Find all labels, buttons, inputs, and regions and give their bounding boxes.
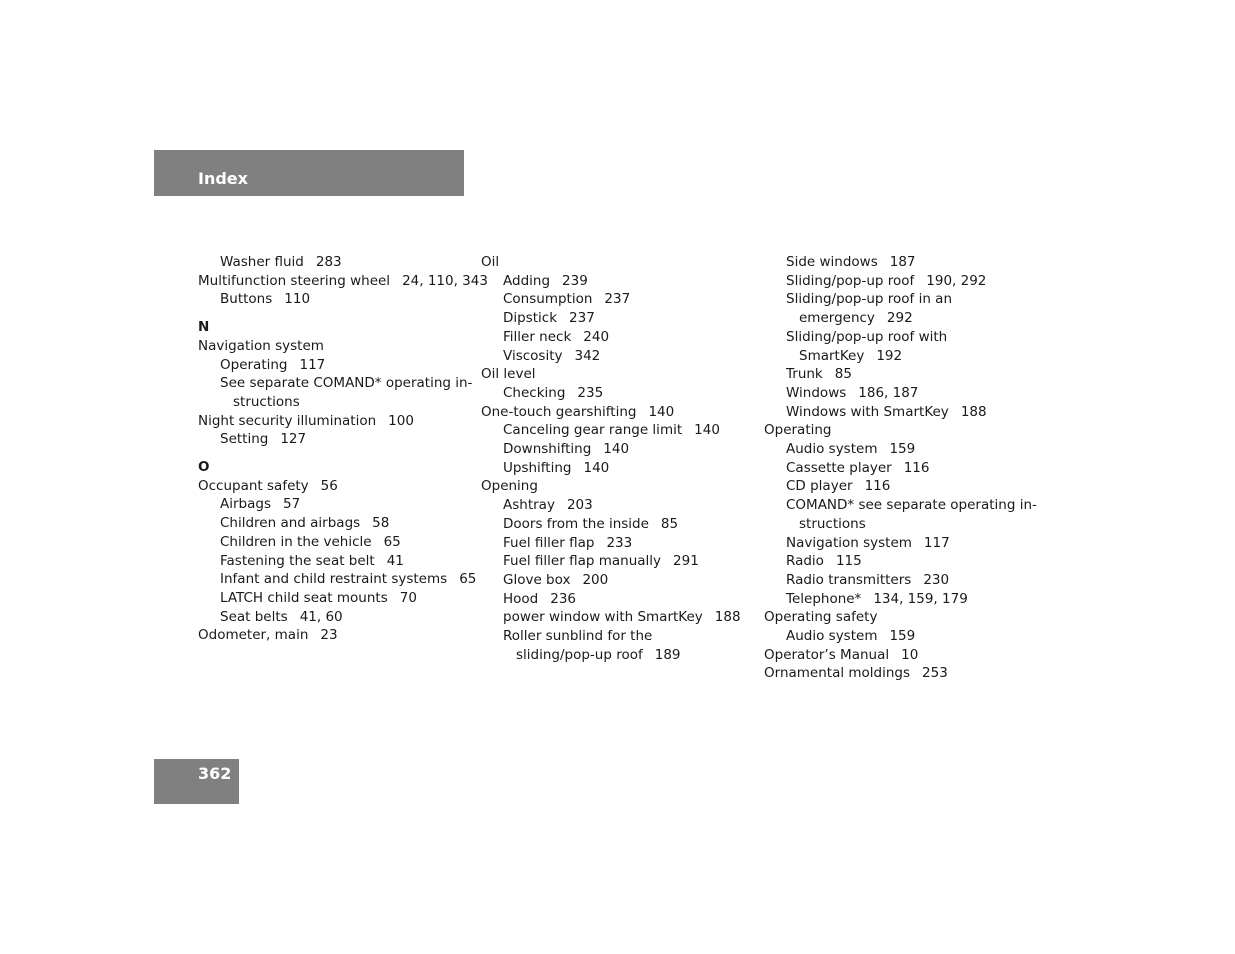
index-section-letter: O: [198, 459, 210, 476]
index-entry: [481, 646, 751, 665]
index-term: CD player: [786, 478, 853, 495]
index-page-ref: 159: [889, 628, 916, 645]
index-entry: [764, 496, 1037, 515]
index-entry: [198, 412, 473, 431]
index-page-ref: 342: [574, 347, 601, 364]
index-entry: [198, 337, 473, 356]
index-term: Filler neck: [503, 328, 572, 345]
index-page-ref: 291: [673, 553, 699, 570]
index-entry: [198, 393, 473, 412]
index-term: Sliding/pop-up roof: [786, 272, 915, 289]
index-page-ref: 292: [886, 310, 913, 327]
index-page-ref: 189: [654, 646, 681, 663]
index-entry: [481, 403, 751, 422]
index-term: Operator’s Manual: [764, 646, 890, 663]
index-term: structions: [233, 393, 300, 410]
index-term: Upshifting: [503, 459, 572, 476]
index-entry: [764, 608, 1034, 627]
index-term: Ornamental moldings: [764, 665, 911, 682]
index-entry: [481, 253, 751, 272]
index-term: Glove box: [503, 571, 571, 588]
index-page-ref: 203: [566, 497, 593, 514]
index-entry: [198, 430, 473, 449]
index-entry: [764, 590, 1034, 609]
index-term: Odometer, main: [198, 627, 309, 644]
index-term: Sliding/pop-up roof in an: [786, 291, 952, 308]
index-term: Checking: [503, 384, 566, 401]
index-term: emergency: [799, 310, 875, 327]
index-entry: [481, 496, 751, 515]
index-entry: [764, 253, 1034, 272]
index-term: Occupant safety: [198, 477, 309, 494]
index-entry: [481, 552, 751, 571]
index-page-ref: 240: [583, 328, 610, 345]
index-entry: [198, 272, 488, 291]
index-term: Telephone*: [786, 590, 862, 607]
index-column-3: [764, 253, 1037, 683]
index-term: Audio system: [786, 628, 878, 645]
index-page-ref: 239: [562, 272, 588, 289]
index-page-ref: 140: [603, 441, 630, 458]
index-entry: [764, 309, 1034, 328]
index-term: SmartKey: [799, 347, 865, 364]
index-entry: [481, 272, 751, 291]
index-term: Children and airbags: [220, 515, 361, 532]
index-term: Windows with SmartKey: [786, 403, 949, 420]
index-page-ref: 100: [388, 412, 414, 429]
index-entry: [198, 589, 473, 608]
index-term: Ashtray: [503, 497, 555, 514]
index-entry: [481, 421, 751, 440]
index-entry: [198, 290, 473, 309]
index-term: Consumption: [503, 291, 593, 308]
index-page-ref: 134, 159, 179: [873, 590, 968, 607]
index-term: Adding: [503, 272, 551, 289]
index-term: Dipstick: [503, 310, 558, 327]
index-term: Oil level: [481, 366, 536, 383]
index-term: Operating: [764, 422, 832, 439]
index-term: Airbags: [220, 496, 271, 513]
page-number: 362: [198, 764, 232, 783]
index-page-ref: 24, 110, 343: [402, 272, 488, 289]
index-term: One-touch gearshifting: [481, 403, 637, 420]
index-page-ref: 41, 60: [299, 608, 343, 625]
index-entry: [481, 608, 751, 627]
index-page-ref: 188: [714, 609, 741, 626]
index-page-ref: 85: [834, 366, 852, 383]
index-term: Fuel filler flap: [503, 534, 595, 551]
index-entry: [764, 571, 1034, 590]
index-term: Side windows: [786, 254, 878, 270]
index-entry: [481, 440, 751, 459]
index-term: Trunk: [786, 366, 823, 383]
index-term: Audio system: [786, 441, 878, 458]
index-page-ref: 117: [299, 356, 326, 373]
index-entry: [764, 552, 1034, 571]
index-entry: [764, 646, 1034, 665]
index-entry: [764, 515, 1034, 534]
index-entry: [198, 608, 473, 627]
index-column-1: [198, 253, 488, 645]
index-page-ref: 56: [320, 477, 338, 494]
index-entry: [481, 627, 751, 646]
index-entry: [764, 347, 1034, 366]
index-entry: [764, 477, 1034, 496]
index-term: Multifunction steering wheel: [198, 272, 391, 289]
index-entry: [481, 459, 751, 478]
index-entry: [764, 664, 1034, 683]
index-entry: [764, 459, 1034, 478]
index-term: Hood: [503, 590, 539, 607]
index-page-ref: 237: [604, 291, 631, 308]
index-page-ref: 237: [569, 310, 595, 327]
index-term: Sliding/pop-up roof with: [786, 328, 948, 345]
index-page-ref: 233: [606, 534, 633, 551]
index-page-ref: 58: [372, 515, 390, 532]
index-page-ref: 116: [903, 459, 930, 476]
index-page-ref: 127: [280, 431, 307, 448]
index-term: Doors from the inside: [503, 515, 649, 532]
index-entry: [198, 477, 473, 496]
page-title: Index: [198, 169, 248, 188]
index-entry: [764, 534, 1034, 553]
header-tab: [154, 150, 464, 196]
index-page-ref: 140: [648, 403, 675, 420]
index-entry: [481, 309, 751, 328]
index-entry: [198, 552, 473, 571]
index-page-ref: 115: [835, 553, 862, 570]
index-page-ref: 190, 292: [926, 272, 987, 289]
index-term: Downshifting: [503, 441, 592, 458]
index-entry: [481, 365, 751, 384]
index-page-ref: 159: [889, 441, 916, 458]
index-page-ref: 192: [876, 347, 903, 364]
index-page-ref: 140: [583, 459, 610, 476]
index-page-ref: 200: [582, 571, 609, 588]
index-page-ref: 85: [660, 515, 679, 532]
index-entry: [764, 627, 1034, 646]
index-page-ref: 283: [315, 254, 342, 270]
index-entry: [198, 570, 477, 589]
index-entry: [764, 290, 1034, 309]
index-entry: [481, 515, 751, 534]
index-term: LATCH child seat mounts: [220, 589, 388, 606]
index-entry: [198, 356, 473, 375]
index-entry: [764, 440, 1034, 459]
index-entry: [198, 495, 473, 514]
page-number-tab: [154, 759, 239, 804]
index-page-ref: 188: [960, 403, 987, 420]
index-term: Children in the vehicle: [220, 533, 372, 550]
index-page-ref: 235: [577, 384, 604, 401]
index-term: Night security illumination: [198, 412, 377, 429]
index-page-ref: 186, 187: [858, 384, 919, 401]
index-entry: [764, 328, 1034, 347]
index-entry: [481, 347, 751, 366]
index-term: Oil: [481, 254, 500, 270]
index-page-ref: 140: [694, 422, 720, 439]
index-page-ref: 236: [550, 590, 577, 607]
index-entry: [481, 384, 751, 403]
index-term: Operating safety: [764, 609, 878, 626]
index-page-ref: 70: [399, 589, 417, 606]
index-page-ref: 65: [383, 533, 401, 550]
index-term: COMAND* see separate operating in-: [786, 497, 1037, 514]
index-term: Radio: [786, 553, 824, 570]
index-entry: [764, 272, 1034, 291]
index-entry: [764, 403, 1034, 422]
index-term: See separate COMAND* operating in-: [220, 375, 473, 392]
index-page-ref: 230: [923, 571, 950, 588]
index-term: Cassette player: [786, 459, 892, 476]
index-term: Windows: [786, 384, 847, 401]
index-entry: [481, 290, 751, 309]
index-term: Navigation system: [786, 534, 912, 551]
index-page-ref: 10: [901, 646, 919, 663]
index-entry: [764, 365, 1034, 384]
index-term: sliding/pop-up roof: [516, 646, 643, 663]
index-term: Setting: [220, 431, 269, 448]
index-entry: [198, 253, 473, 272]
index-entry: [481, 590, 751, 609]
index-term: structions: [799, 515, 866, 532]
index-term: Buttons: [220, 291, 273, 308]
index-page-ref: 65: [459, 571, 477, 588]
index-entry: [198, 374, 473, 393]
index-page-ref: 116: [864, 478, 891, 495]
index-entry: [764, 421, 1034, 440]
index-page-ref: 41: [386, 552, 404, 569]
index-term: Fuel filler flap manually: [503, 553, 662, 570]
index-section-letter: N: [198, 319, 210, 336]
index-entry: [481, 534, 751, 553]
index-term: Roller sunblind for the: [503, 628, 653, 645]
index-entry: [198, 533, 473, 552]
index-term: Infant and child restraint systems: [220, 571, 448, 588]
index-entry: [198, 626, 473, 645]
index-term: Washer fluid: [220, 254, 304, 270]
index-entry: [198, 514, 473, 533]
index-term: Radio transmitters: [786, 571, 912, 588]
index-term: Fastening the seat belt: [220, 552, 375, 569]
index-term: Seat belts: [220, 608, 288, 625]
index-term: Canceling gear range limit: [503, 422, 683, 439]
index-page-ref: 110: [284, 291, 311, 308]
index-entry: [481, 477, 751, 496]
index-term: power window with SmartKey: [503, 609, 703, 626]
index-column-2: [481, 253, 751, 664]
index-entry: [481, 571, 751, 590]
index-page-ref: 187: [889, 254, 916, 270]
index-term: Navigation system: [198, 337, 324, 354]
index-term: Viscosity: [503, 347, 563, 364]
index-term: Opening: [481, 478, 538, 495]
index-page-ref: 23: [320, 627, 338, 644]
index-page-ref: 117: [923, 534, 950, 551]
index-page-ref: 57: [282, 496, 301, 513]
index-term: Operating: [220, 356, 288, 373]
index-entry: [764, 384, 1034, 403]
index-page-ref: 253: [922, 665, 948, 682]
index-entry: [481, 328, 751, 347]
